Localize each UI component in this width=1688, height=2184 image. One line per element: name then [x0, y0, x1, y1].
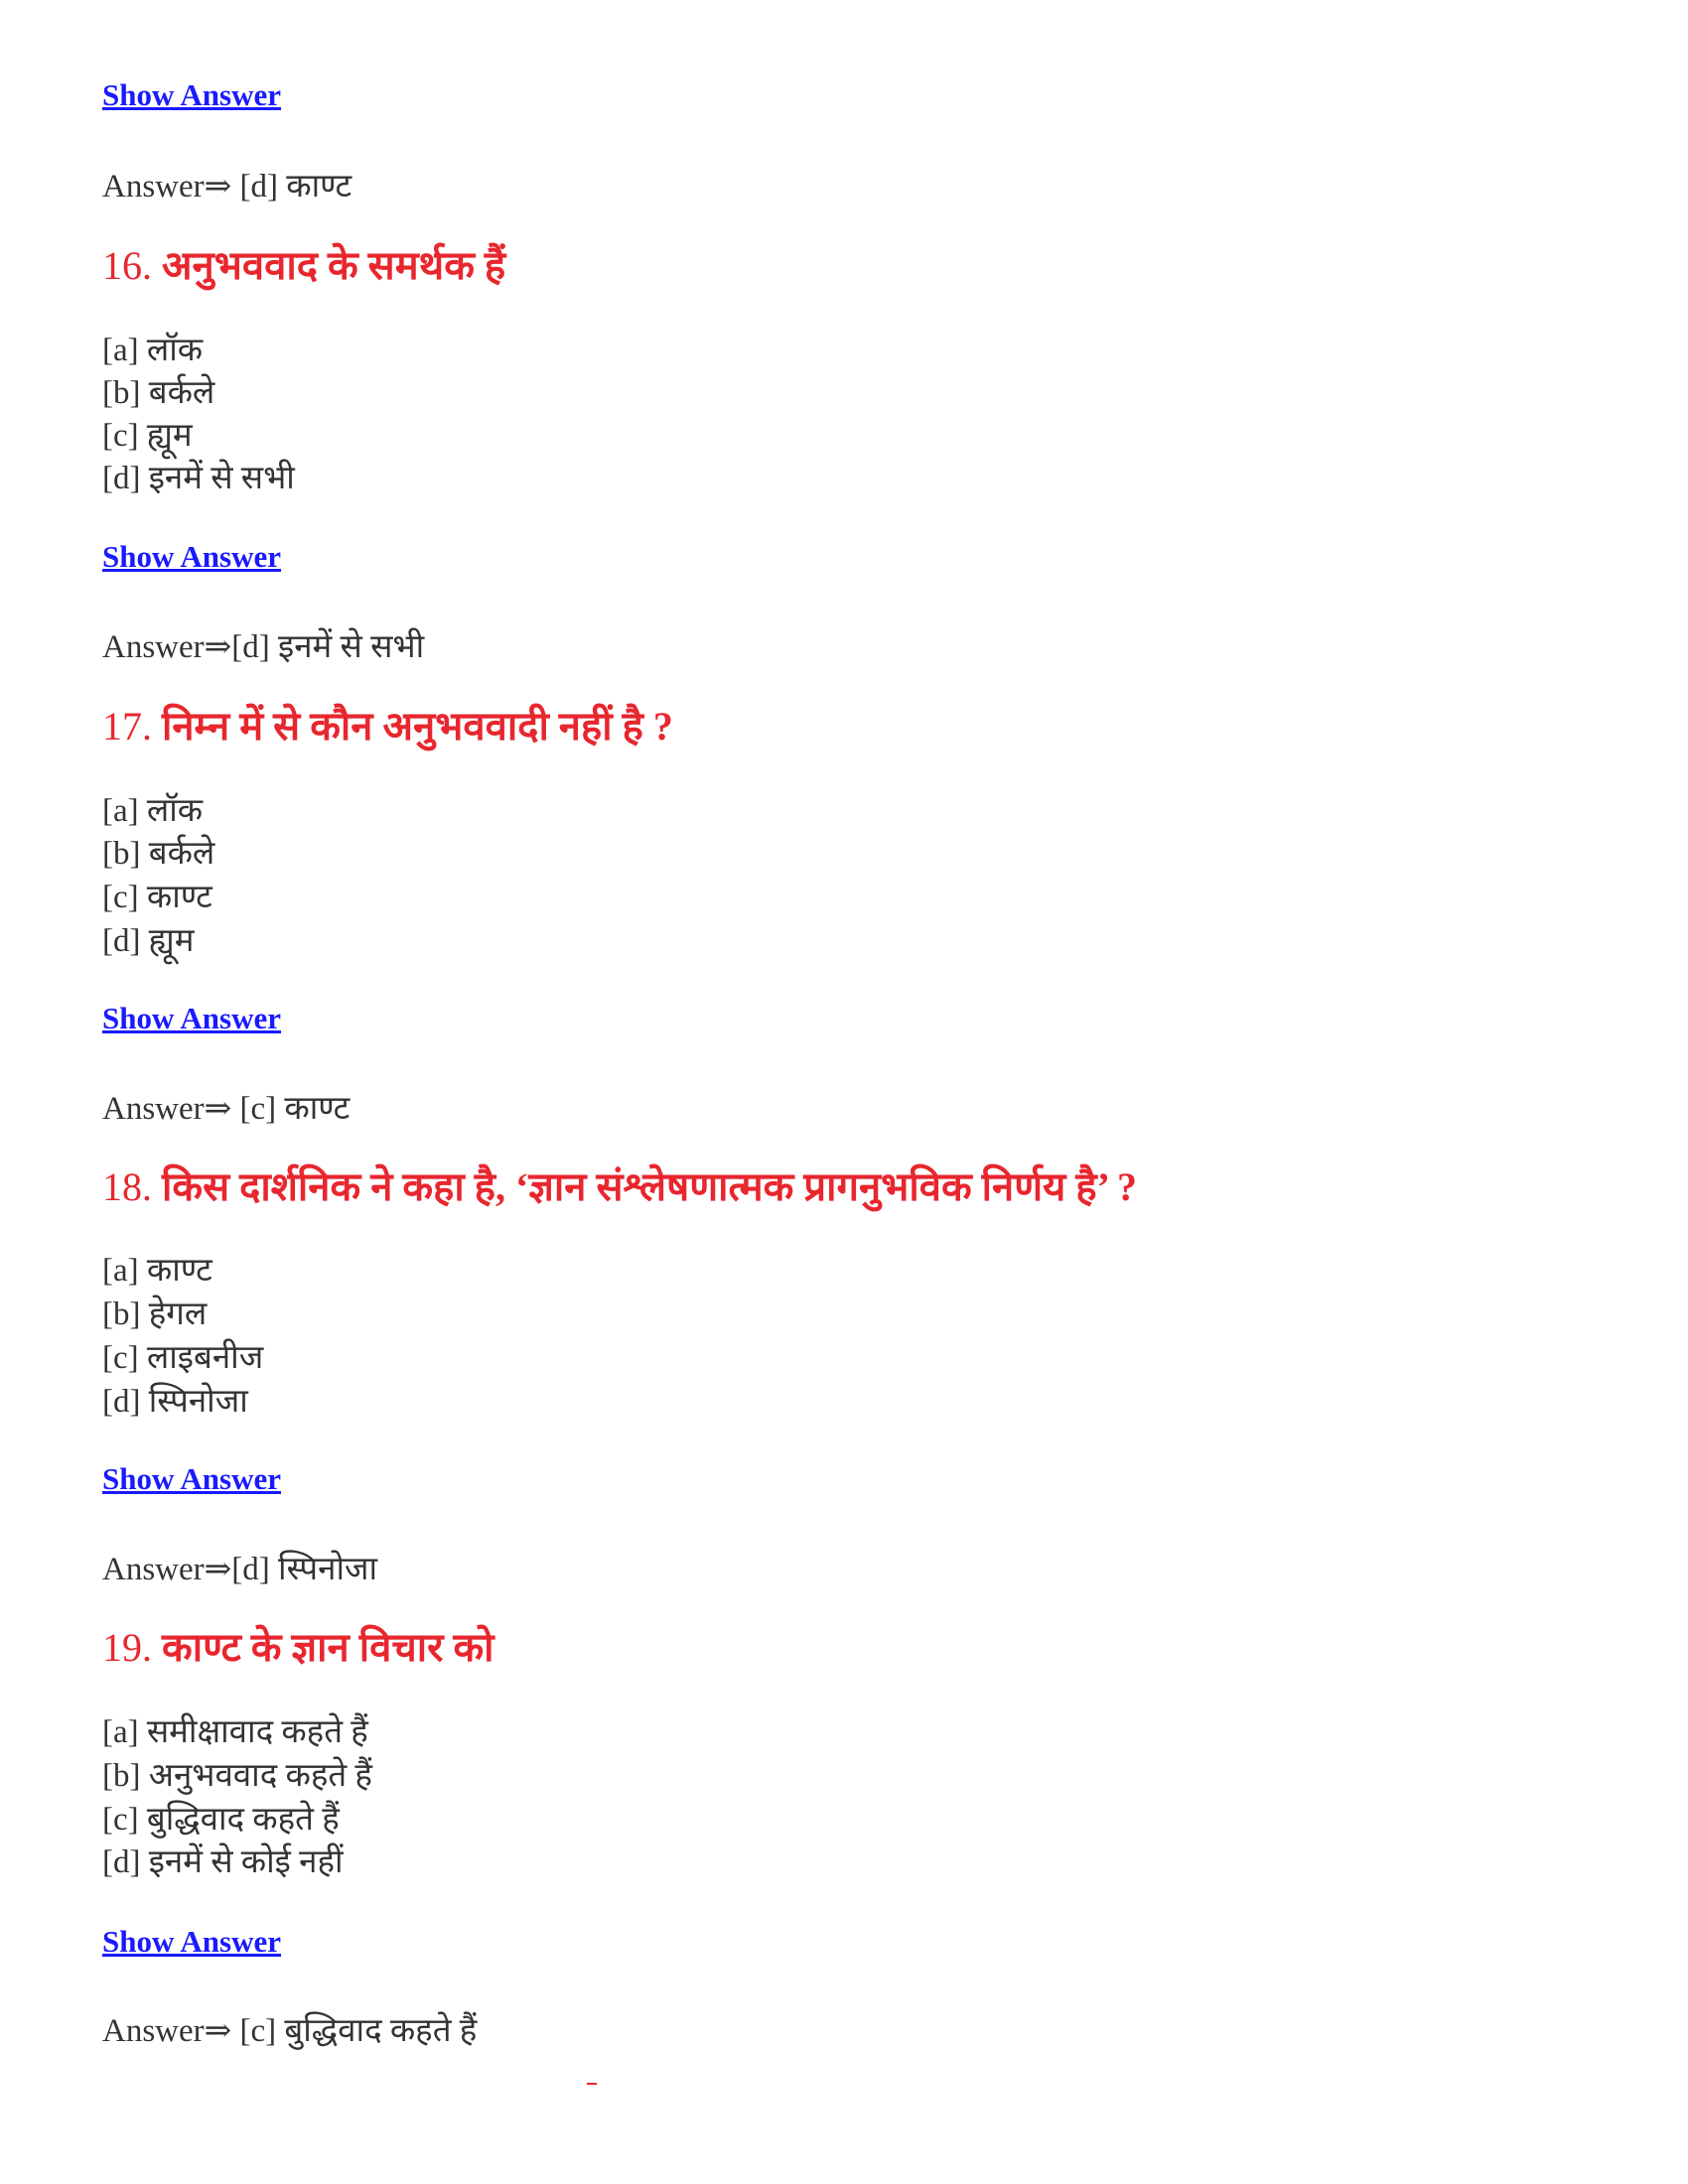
- answer-line: Answer⇒ [c] काण्ट: [102, 1091, 351, 1127]
- option-c: [c] लाइबनीज: [102, 1340, 264, 1376]
- question-number: 18.: [102, 1164, 152, 1209]
- option-c: [c] काण्ट: [102, 880, 212, 915]
- question-19: [102, 1618, 494, 1673]
- question-16: [102, 236, 505, 291]
- show-answer-link[interactable]: Show Answer: [102, 1924, 282, 1959]
- answer-line: Answer⇒[d] इनमें से सभी: [102, 629, 425, 665]
- option-d: [d] इनमें से कोई नहीं: [102, 1844, 344, 1880]
- question-text: काण्ट के ज्ञान विचार को: [162, 1625, 494, 1670]
- option-b: [b] बर्कले: [102, 836, 215, 872]
- option-b: [b] बर्कले: [102, 375, 215, 411]
- question-text: निम्न में से कौन अनुभववादी नहीं है ?: [162, 704, 673, 749]
- option-a: [a] काण्ट: [102, 1253, 212, 1289]
- footer-divider-mark: [587, 2083, 597, 2085]
- question-number: 16.: [102, 243, 152, 288]
- show-answer-link[interactable]: Show Answer: [102, 77, 282, 112]
- show-answer-link[interactable]: Show Answer: [102, 1461, 282, 1496]
- option-c: [c] बुद्धिवाद कहते हैं: [102, 1802, 340, 1838]
- option-b: [b] हेगल: [102, 1297, 208, 1332]
- question-number: 19.: [102, 1625, 152, 1670]
- question-text: किस दार्शनिक ने कहा है, ‘ज्ञान संश्लेषणात्मक प्रागनुभविक निर्णय है’ ?: [162, 1164, 1137, 1209]
- option-a: [a] लॉक: [102, 793, 204, 829]
- answer-line: Answer⇒ [d] काण्ट: [102, 169, 352, 205]
- question-18: [102, 1158, 1137, 1212]
- option-c: [c] ह्यूम: [102, 418, 193, 454]
- question-17: [102, 697, 673, 751]
- option-a: [a] लॉक: [102, 333, 204, 368]
- answer-line: Answer⇒[d] स्पिनोजा: [102, 1552, 378, 1587]
- option-d: [d] स्पिनोजा: [102, 1384, 248, 1420]
- question-text: अनुभववाद के समर्थक हैं: [162, 243, 506, 288]
- option-a: [a] समीक्षावाद कहते हैं: [102, 1714, 368, 1750]
- answer-line: Answer⇒ [c] बुद्धिवाद कहते हैं: [102, 2013, 478, 2049]
- show-answer-link[interactable]: Show Answer: [102, 1001, 282, 1035]
- option-d: [d] ह्यूम: [102, 923, 195, 959]
- option-d: [d] इनमें से सभी: [102, 461, 295, 496]
- question-number: 17.: [102, 704, 152, 749]
- option-b: [b] अनुभववाद कहते हैं: [102, 1758, 372, 1794]
- show-answer-link[interactable]: Show Answer: [102, 539, 282, 574]
